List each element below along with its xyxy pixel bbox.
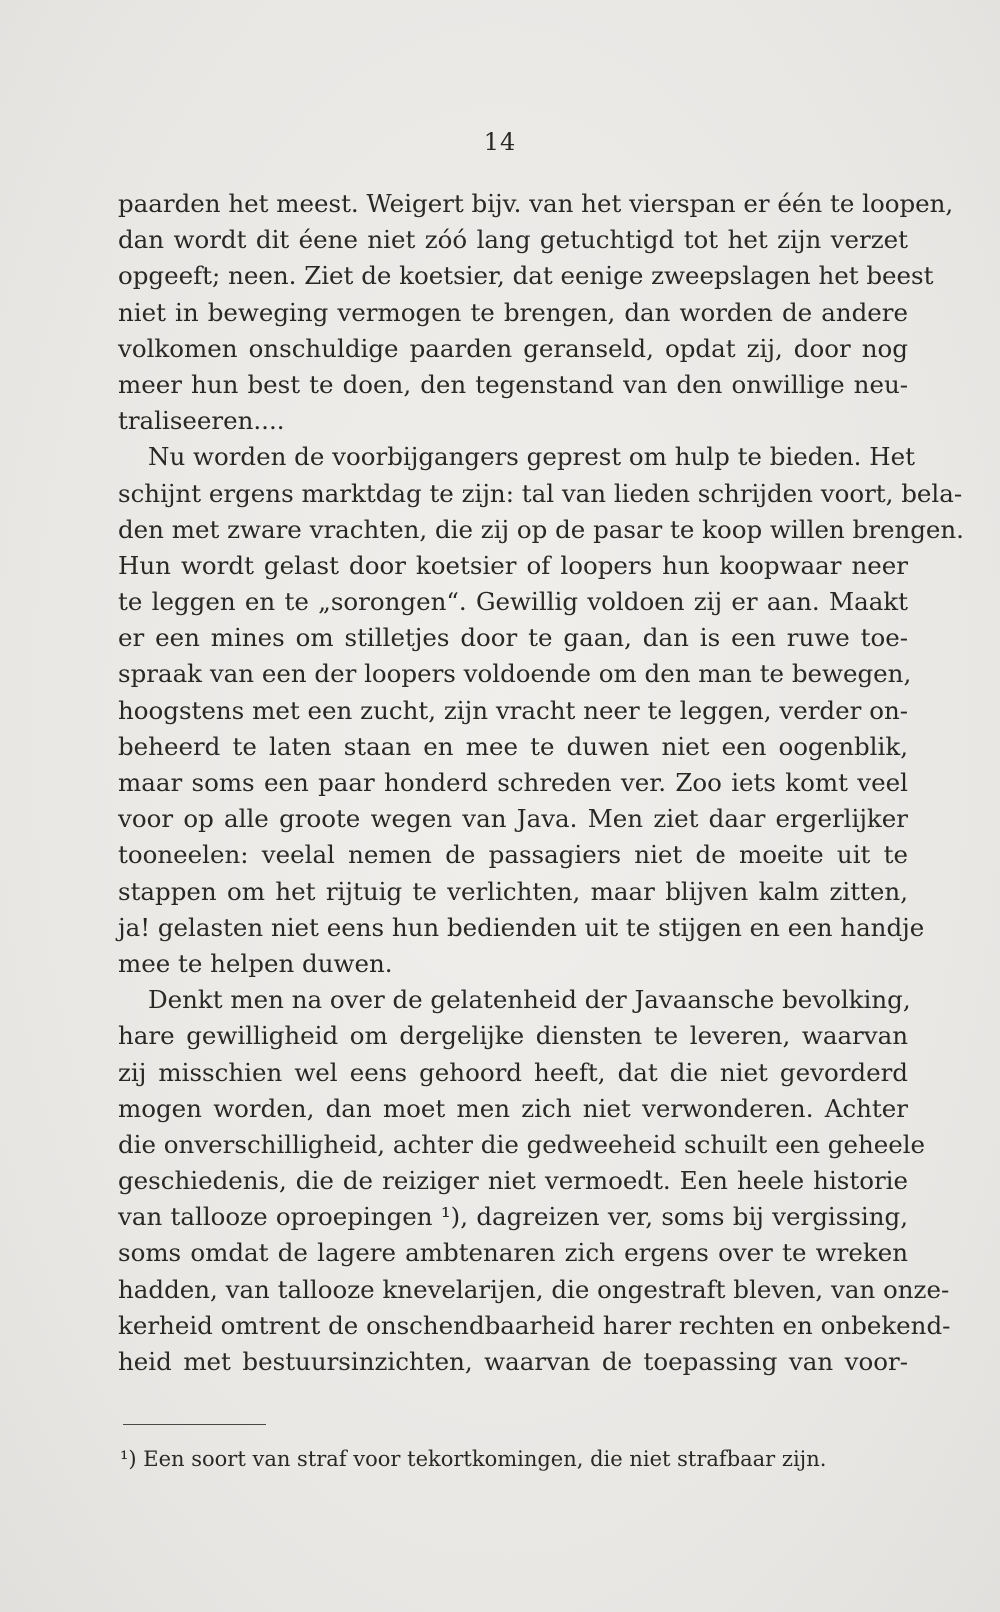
text-line: stappen om het rijtuig te verlichten, maar blijven kalm zitten, — [118, 876, 908, 906]
paragraph-start-line: Denkt men na over de gelatenheid der Javaansche bevolking, — [148, 985, 911, 1015]
text-line: die onverschilligheid, achter die gedweeheid schuilt een geheele — [118, 1129, 926, 1159]
text-line: van tallooze oproepingen ¹), dagreizen ver, soms bij vergissing, — [118, 1202, 908, 1232]
page-number: 14 — [483, 128, 517, 156]
text-line: zij misschien wel eens gehoord heeft, dat die niet gevorderd — [118, 1057, 908, 1087]
text-line: schijnt ergens marktdag te zijn: tal van lieden schrijden voort, bela- — [118, 478, 963, 508]
text-line: meer hun best te doen, den tegenstand van den onwillige neu- — [118, 369, 908, 399]
text-line: hadden, van tallooze knevelarijen, die ongestraft bleven, van onze- — [118, 1274, 950, 1304]
text-line: mogen worden, dan moet men zich niet verwonderen. Achter — [118, 1093, 908, 1123]
footnote: ¹) Een soort van straf voor tekortkomingen, die niet strafbaar zijn. — [120, 1447, 827, 1471]
text-line: den met zware vrachten, die zij op de pasar te koop willen brengen. — [118, 514, 964, 544]
body-text — [118, 186, 964, 1380]
text-line: volkomen onschuldige paarden geranseld, opdat zij, door nog — [118, 333, 908, 363]
text-line: hare gewilligheid om dergelijke diensten te leveren, waarvan — [118, 1021, 908, 1051]
text-line: Hun wordt gelast door koetsier of loopers hun koopwaar neer — [118, 550, 908, 580]
text-line: mee te helpen duwen. — [118, 948, 393, 978]
text-line: voor op alle groote wegen van Java. Men ziet daar ergerlijker — [118, 804, 908, 834]
text-line: paarden het meest. Weigert bijv. van het vierspan er één te loopen, — [118, 189, 954, 218]
text-line: heid met bestuursinzichten, waarvan de toepassing van voor- — [118, 1347, 908, 1376]
text-line: geschiedenis, die de reiziger niet vermoedt. Een heele historie — [118, 1166, 908, 1196]
text-line: beheerd te laten staan en mee te duwen niet een oogenblik, — [118, 731, 908, 761]
text-line: soms omdat de lagere ambtenaren zich ergens over te wreken — [118, 1238, 908, 1268]
text-line: traliseeren.... — [118, 406, 285, 436]
text-line: te leggen en te „sorongen“. Gewillig voldoen zij er aan. Maakt — [118, 587, 908, 617]
footnote-divider — [123, 1424, 266, 1425]
text-line: niet in beweging vermogen te brengen, dan worden de andere — [118, 297, 908, 327]
text-line: er een mines om stilletjes door te gaan, dan is een ruwe toe- — [118, 623, 908, 653]
text-line: maar soms een paar honderd schreden ver. Zoo iets komt veel — [118, 768, 908, 797]
text-line: opgeeft; neen. Ziet de koetsier, dat eenige zweepslagen het beest — [118, 261, 934, 291]
text-line: kerheid omtrent de onschendbaarheid harer rechten en onbekend- — [118, 1310, 951, 1340]
text-line: spraak van een der loopers voldoende om den man te bewegen, — [118, 659, 912, 689]
paragraph-start-line: Nu worden de voorbijgangers geprest om hulp te bieden. Het — [148, 442, 915, 472]
text-line: dan wordt dit éene niet zóó lang getuchtigd tot het zijn verzet — [118, 225, 908, 255]
text-line: hoogstens met een zucht, zijn vracht neer te leggen, verder on- — [118, 695, 908, 725]
text-line: tooneelen: veelal nemen de passagiers niet de moeite uit te — [118, 840, 908, 870]
text-line: ja! gelasten niet eens hun bedienden uit te stijgen en een handje — [118, 912, 925, 942]
